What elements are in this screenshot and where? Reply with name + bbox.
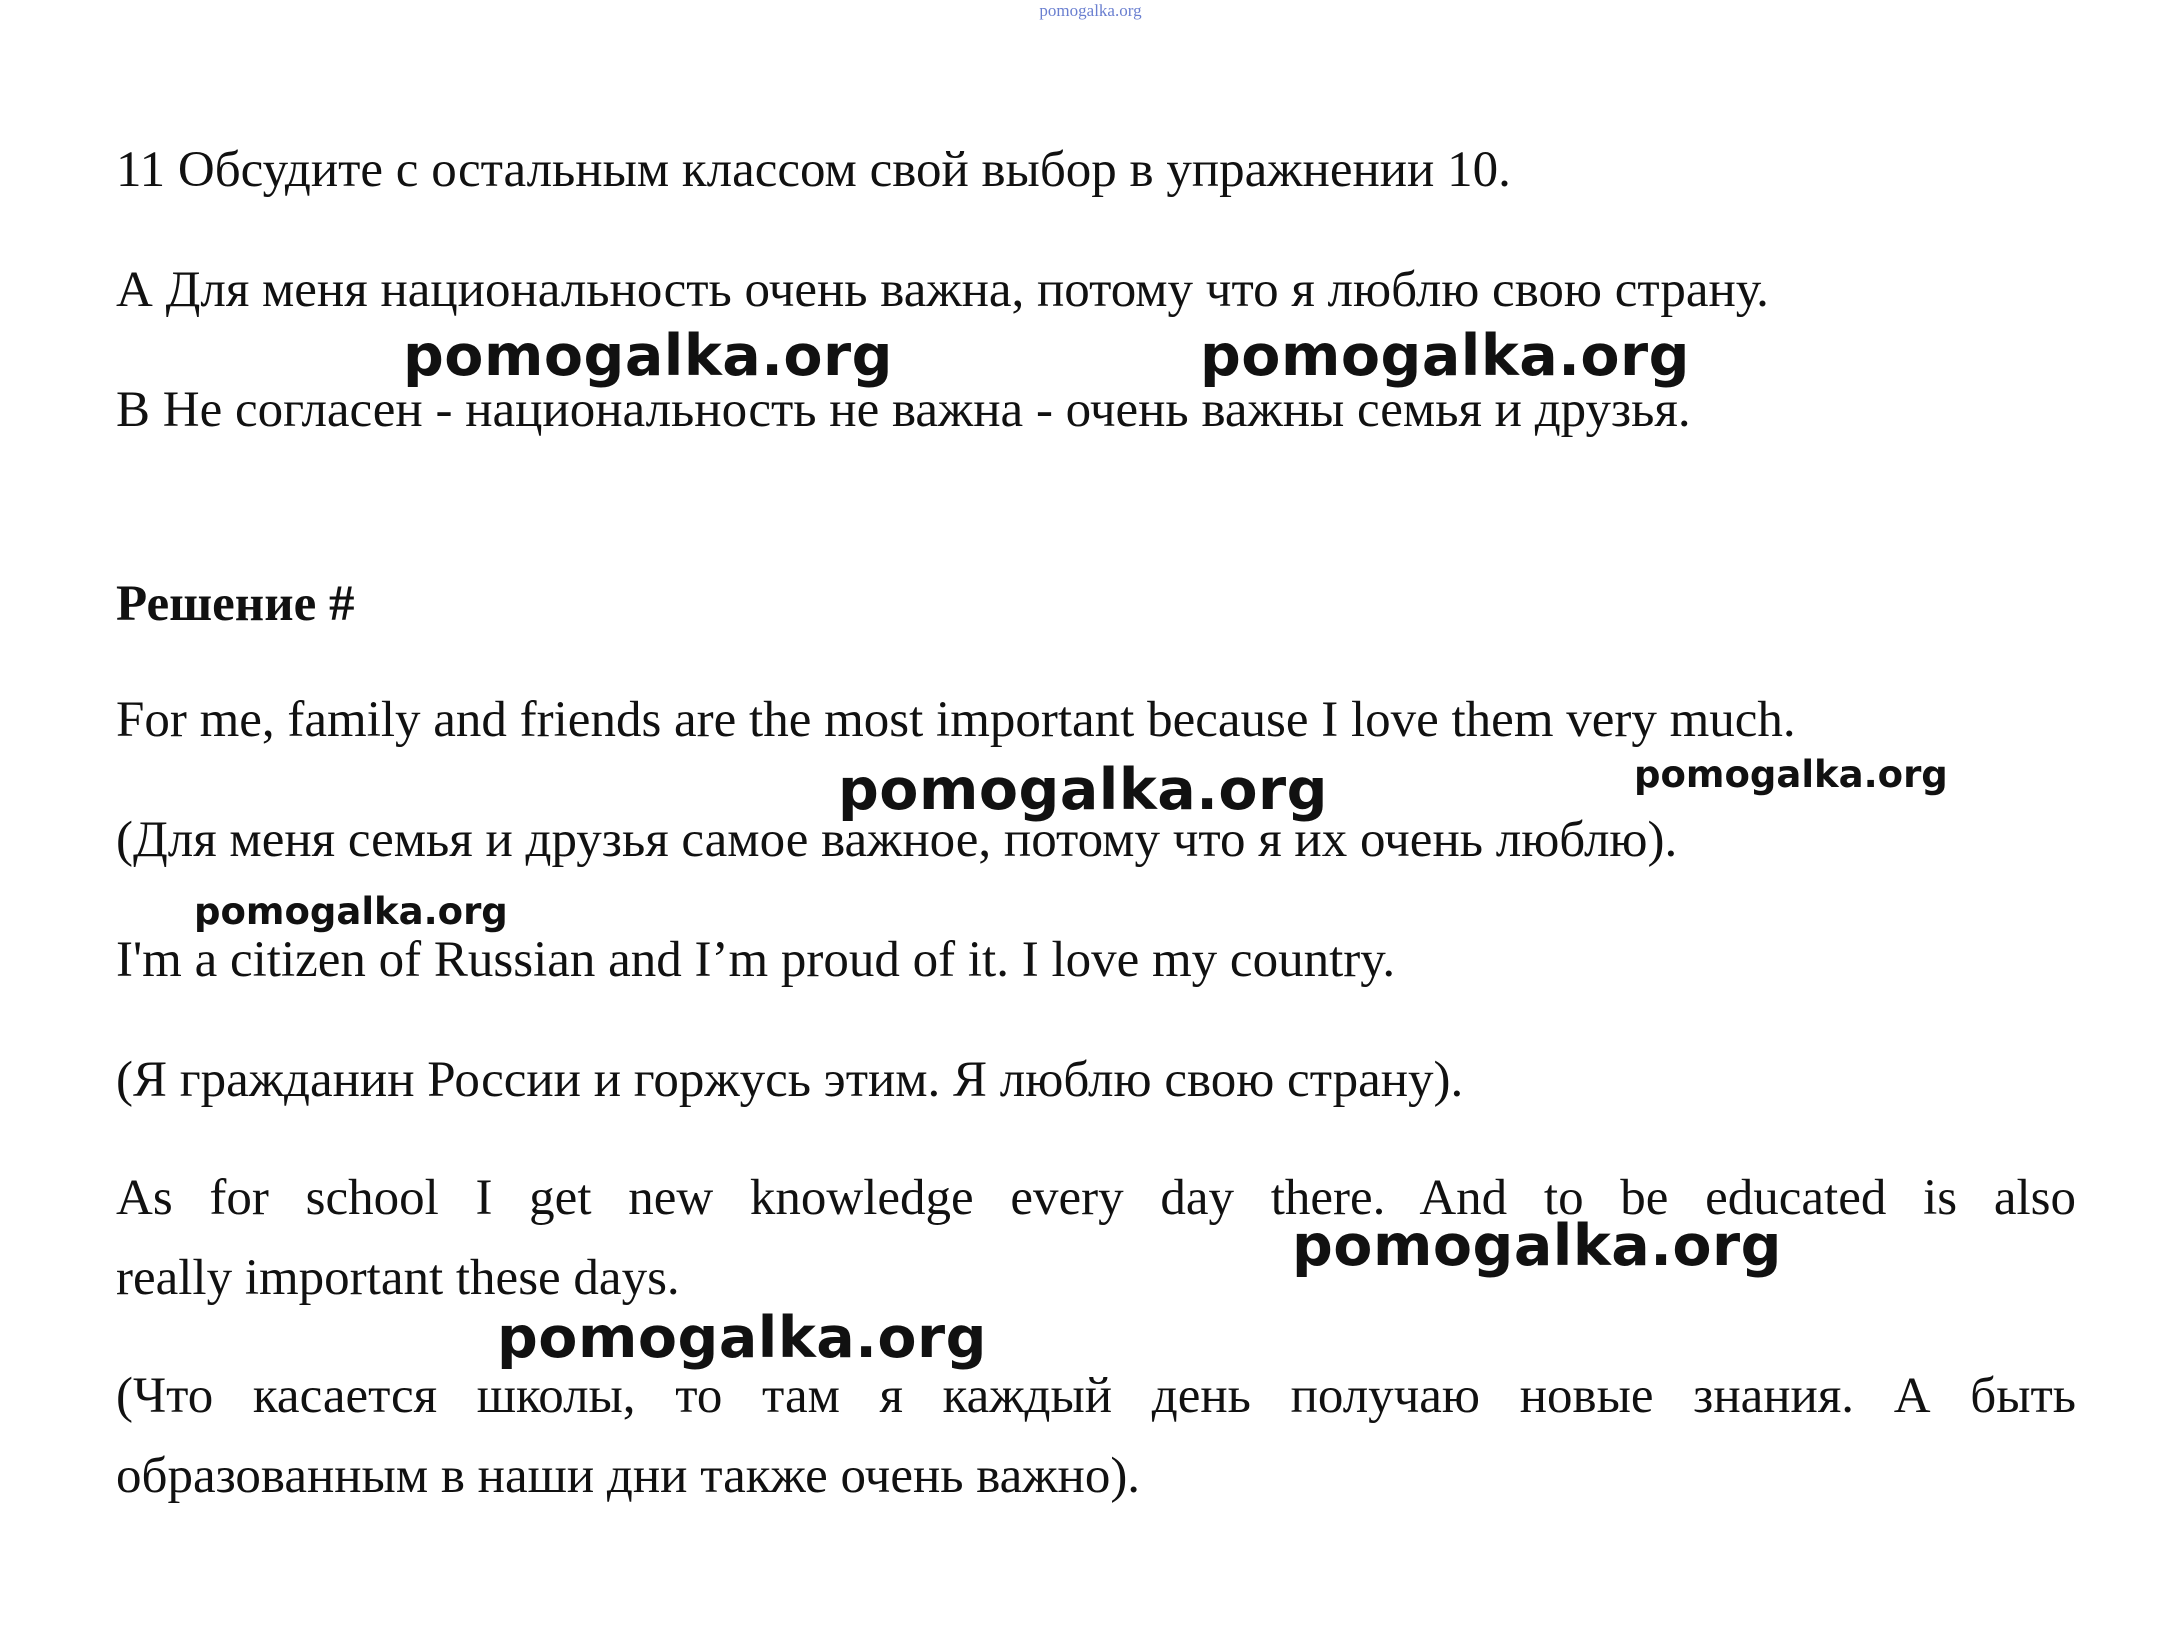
solution-p2-en: I'm a citizen of Russian and I’m proud of it. I love my country. [116, 932, 1396, 988]
watermark: pomogalka.org [194, 890, 508, 933]
solution-p1-en: For me, family and friends are the most important because I love them very much. [116, 692, 1796, 748]
watermark: pomogalka.org [1200, 323, 1690, 389]
solution-p1-ru: (Для меня семья и друзья самое важное, потому что я их очень люблю). [116, 812, 1678, 868]
solution-p3-ru-line2: образованным в наши дни также очень важно). [116, 1448, 1141, 1504]
task-title: 11 Обсудите с остальным классом свой выбор в упражнении 10. [116, 142, 1511, 198]
watermark: pomogalka.org [1292, 1213, 1782, 1279]
solution-p3-ru-line1: (Что касается школы, то там я каждый день получаю новые знания. А быть [116, 1368, 2076, 1424]
watermark: pomogalka.org [838, 757, 1328, 823]
task-line-b: В Не согласен - национальность не важна - очень важны семья и друзья. [116, 382, 1691, 438]
watermark: pomogalka.org [497, 1305, 987, 1371]
solution-p2-ru: (Я гражданин России и горжусь этим. Я люблю свою страну). [116, 1052, 1464, 1108]
solution-p3-en-line1: As for school I get new knowledge every day there. And to be educated is also [116, 1170, 2076, 1226]
site-link[interactable]: pomogalka.org [1039, 1, 1142, 20]
solution-p3-en-line2: really important these days. [116, 1250, 680, 1306]
task-line-a: А Для меня национальность очень важна, потому что я люблю свою страну. [116, 262, 1769, 318]
watermark: pomogalka.org [403, 323, 893, 389]
watermark: pomogalka.org [1634, 753, 1948, 796]
solution-heading: Решение # [116, 576, 355, 632]
